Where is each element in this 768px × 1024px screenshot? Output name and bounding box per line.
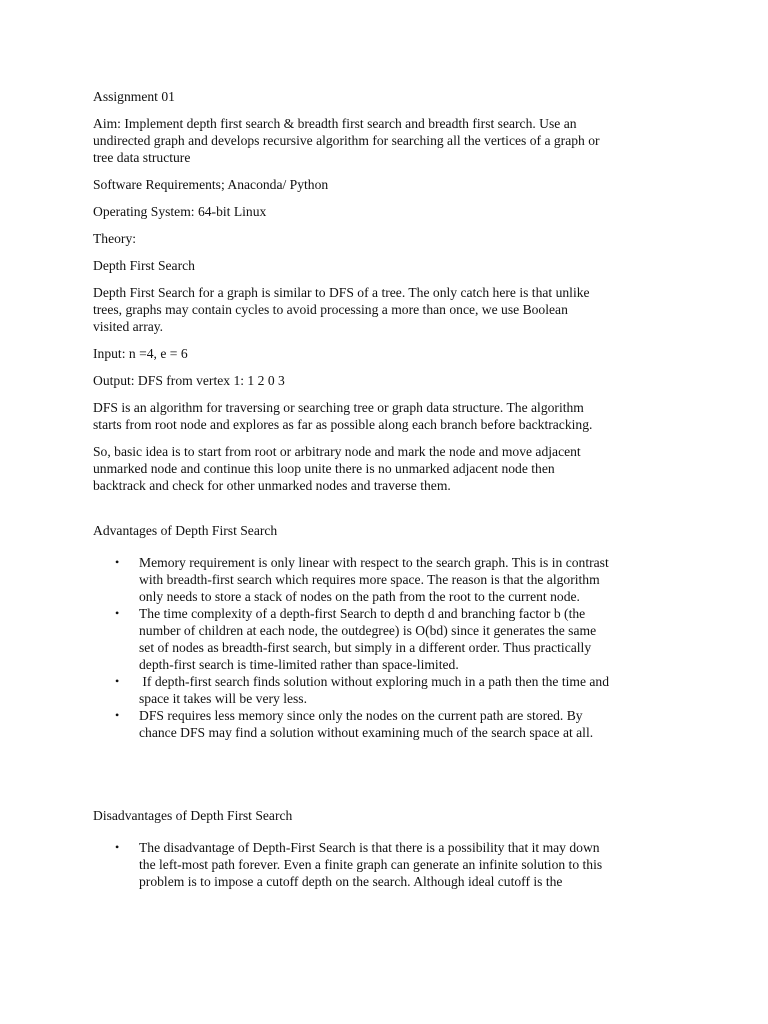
basic-idea-line: backtrack and check for other unmarked nodes and traverse them.: [93, 478, 451, 493]
aim-line: tree data structure: [93, 150, 191, 165]
basic-idea-line: unmarked node and continue this loop unite there is no unmarked adjacent node then: [93, 461, 555, 476]
advantage-line: If depth-first search finds solution without exploring much in a path then the time and: [139, 674, 610, 689]
dfs-intro-line: trees, graphs may contain cycles to avoid processing a more than once, we use Boolean: [93, 302, 568, 317]
disadvantage-line: The disadvantage of Depth-First Search is that there is a possibility that it may down: [139, 840, 600, 855]
advantage-line: space it takes will be very less.: [139, 691, 307, 706]
disadvantage-line: problem is to impose a cutoff depth on the search. Although ideal cutoff is the: [139, 874, 563, 889]
dfs-definition-paragraph: [93, 399, 683, 433]
aim-line: Aim: Implement depth first search & breadth first search and breadth first search. Use an: [93, 116, 577, 131]
operating-system: Operating System: 64-bit Linux: [93, 204, 267, 219]
bullet-icon: •: [115, 606, 120, 620]
aim-line: undirected graph and develops recursive algorithm for searching all the vertices of a graph or: [93, 133, 600, 148]
advantage-line: with breadth-first search which requires more space. The reason is that the algorithm: [139, 572, 600, 587]
basic-idea-line: So, basic idea is to start from root or arbitrary node and mark the node and move adjacent: [93, 444, 581, 459]
basic-idea-paragraph: [93, 443, 683, 494]
disadvantage-line: the left-most path forever. Even a finite graph can generate an infinite solution to this: [139, 857, 603, 872]
advantage-line: only needs to store a stack of nodes on the path from the root to the current node.: [139, 589, 580, 604]
advantage-item: [93, 605, 683, 673]
advantage-line: chance DFS may find a solution without examining much of the search space at all.: [139, 725, 594, 740]
disadvantages-heading: Disadvantages of Depth First Search: [93, 808, 293, 823]
bullet-icon: •: [115, 708, 120, 722]
advantage-line: The time complexity of a depth-first Search to depth d and branching factor b (the: [139, 606, 586, 621]
advantage-item: [93, 673, 683, 707]
bullet-icon: •: [115, 555, 120, 569]
document-title: Assignment 01: [93, 89, 175, 104]
software-requirements: Software Requirements; Anaconda/ Python: [93, 177, 329, 192]
disadvantages-list: [93, 839, 683, 890]
advantage-line: Memory requirement is only linear with respect to the search graph. This is in contrast: [139, 555, 609, 570]
dfs-intro-paragraph: [93, 284, 683, 335]
advantage-item: [93, 707, 683, 741]
output-line: Output: DFS from vertex 1: 1 2 0 3: [93, 373, 285, 388]
dfs-intro-line: Depth First Search for a graph is similar to DFS of a tree. The only catch here is that unlike: [93, 285, 590, 300]
advantages-heading: Advantages of Depth First Search: [93, 523, 278, 538]
disadvantage-item: [93, 839, 683, 890]
theory-heading: Theory:: [93, 231, 137, 246]
advantage-line: set of nodes as breadth-first search, but simply in a different order. Thus practically: [139, 640, 592, 655]
advantage-line: depth-first search is time-limited rather than space-limited.: [139, 657, 459, 672]
bullet-icon: •: [115, 840, 120, 854]
aim-paragraph: [93, 115, 683, 166]
dfs-definition-line: starts from root node and explores as far as possible along each branch before backtracking.: [93, 417, 593, 432]
dfs-heading: Depth First Search: [93, 258, 195, 273]
advantage-line: DFS requires less memory since only the nodes on the current path are stored. By: [139, 708, 583, 723]
dfs-intro-line: visited array.: [93, 319, 164, 334]
bullet-icon: •: [115, 674, 120, 688]
advantages-list: [93, 554, 683, 741]
advantage-item: [93, 554, 683, 605]
document-body: [93, 88, 683, 890]
advantage-line: number of children at each node, the outdegree) is O(bd) since it generates the same: [139, 623, 597, 638]
dfs-definition-line: DFS is an algorithm for traversing or searching tree or graph data structure. The algorithm: [93, 400, 584, 415]
input-line: Input: n =4, e = 6: [93, 346, 188, 361]
